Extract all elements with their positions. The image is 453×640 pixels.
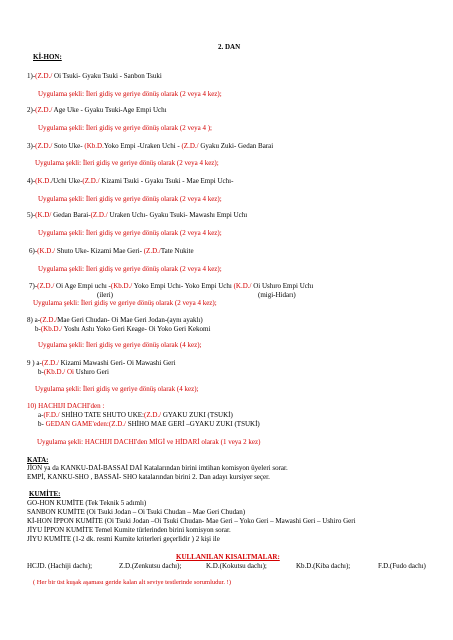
kihon-item-9b: b-(Kb.D./ Oi Ushıro Geri	[38, 368, 109, 376]
uygulama-3: Uygulama şekli: İleri gidiş ve geriye dönüş olarak (2 veya 4 kez);	[35, 159, 219, 167]
kumite-line-3: Kİ-HON İPPON KUMİTE (Oi Tsuki Jodan –Oi Tsuki Chudan- Mae Geri – Yoko Geri – Mawashi Geri – Ushiro Geri	[27, 517, 356, 525]
abbr-item-hcjd: HCJD. (Hachiji dachı);	[27, 562, 93, 570]
uygulama-2: Uygulama şekli: İleri gidiş ve geriye dönüş olarak (2 veya 4 );	[38, 124, 212, 132]
abbr-item-fd: F.D.(Fudo dachı)	[378, 562, 426, 570]
kihon-item-7: 7)-(Z.D./ Oi Age Empi uchı -(Kb.D./ Yoko Empi Uchı- Yoko Empi Uchı (K.D./ Oi Ushıro Empi Uchı	[29, 282, 314, 290]
kihon-item-1: 1)-(Z.D./ Oi Tsuki- Gyaku Tsuki - Sanbon Tsuki	[27, 72, 162, 80]
kihon-item-10-label: 10) HACHIJI DACHI'den :	[27, 402, 105, 410]
kumite-line-1: GO-HON KUMİTE (Tek Teknik 5 adımlı)	[27, 499, 147, 507]
kihon-item-7-sub-a: (ileri)	[97, 291, 113, 299]
kihon-item-10a: a-(F.D./ SHİHO TATE SHUTO UKE:(Z.D./ GYAKU ZUKI (TSUKİ)	[38, 411, 233, 419]
footer-note: ( Her bir üst kuşak aşaması geride kalan alt seviye testlerinde sorumludur. !)	[33, 579, 232, 586]
kata-line-1: JİON ya da KANKU-DAİ-BASSAİ DAİ Katalarından birini imtihan komisyon üyeleri sorar.	[27, 464, 288, 472]
abbr-item-kd: K.D.(Kokutsu dachı);	[206, 562, 267, 570]
kihon-item-7-sub-b: (migi-Hidarı)	[258, 291, 296, 299]
uygulama-10: Uygulama şekli: HACHIJI DACHI'den MİGİ ve HİDARİ olarak (1 veya 2 kez)	[37, 438, 261, 446]
kihon-item-8a: 8) a-(Z.D./Mae Geri Chudan- Oi Mae Geri Jodan-(aynı ayaklı)	[27, 316, 203, 324]
rank-title: 2. DAN	[218, 43, 241, 51]
kihon-item-4: 4)-(K.D./Uchi Uke-(Z.D./ Kizami Tsuki - Gyaku Tsuki - Mae Empi Uchı-	[27, 177, 234, 185]
uygulama-4: Uygulama şekli: İleri gidiş ve geriye dönüş olarak (2 veya 4 kez);	[38, 195, 222, 203]
kihon-item-3: 3)-(Z.D./ Soto Uke- (Kb.D.Yoko Empi -Uraken Uchi - (Z.D./ Gyaku Zuki- Gedan Barai	[27, 142, 274, 150]
kihon-item-9a: 9 ) a-(Z.D./ Kizami Mawashi Geri- Oi Mawashi Geri	[27, 359, 176, 367]
kihon-item-5: 5)-(K.D/ Gedan Barai-(Z.D./ Uraken Uchı- Gyaku Tsuki- Mawashı Empi Uchı	[27, 211, 248, 219]
uygulama-5: Uygulama şekli: İleri gidiş ve geriye dönüş olarak (2 veya 4 kez);	[38, 229, 222, 237]
kihon-item-2: 2)-(Z.D./ Age Uke - Gyaku Tsuki-Age Empi Uchı	[27, 106, 167, 114]
abbr-item-kbd: Kb.D.(Kiba dachı);	[296, 562, 351, 570]
uygulama-7: Uygulama şekli: İleri gidiş ve geriye dönüş olarak (2 veya 4 kez);	[33, 299, 217, 307]
kihon-title: Kİ-HON:	[33, 53, 62, 61]
kumite-title: KUMİTE:	[29, 490, 61, 498]
uygulama-8: Uygulama şekli: İleri gidiş ve geriye dönüş olarak (4 kez);	[38, 341, 202, 349]
uygulama-1: Uygulama şekli: İleri gidiş ve geriye dönüş olarak (2 veya 4 kez);	[38, 90, 222, 98]
kihon-item-8b: b-(Kb.D./ Yoshı Ashı Yoko Geri Keage- Oi Yoko Geri Kekomi	[35, 325, 211, 333]
uygulama-6: Uygulama şekli: İleri gidiş ve geriye dönüş olarak (2 veya 4 kez);	[38, 265, 222, 273]
kumite-line-4: JİYU İPPON KUMİTE Temel Kumite türlerinden birini komisyon sorar.	[27, 526, 231, 534]
uygulama-9: Uygulama şekli: İleri gidiş ve geriye dönüş olarak (4 kez);	[35, 385, 199, 393]
abbr-title: KULLANILAN KISALTMALAR:	[176, 553, 280, 561]
kata-title: KATA:	[27, 456, 49, 464]
kihon-item-10b: b- GEDAN GAME'eden:(Z.D./ SHİHO MAE GERİ –GYAKU ZUKI (TSUKİ)	[38, 420, 260, 428]
kihon-item-6: 6)-(K.D./ Shuto Uke- Kizami Mae Geri- (Z.D./Tate Nukite	[29, 247, 194, 255]
kumite-line-2: SANBON KUMİTE (Oi Tsuki Jodan – Oi Tsuki Chudan – Mae Geri Chudan)	[27, 508, 246, 516]
kata-line-2: EMPİ, KANKU-SHO , BASSAİ- SHO katalarından birini 2. Dan adayı kursiyer seçer.	[27, 473, 270, 481]
kumite-line-5: JİYU KUMİTE (1-2 dk. resmi Kumite kriterleri geçerlidir ) 2 kişi ile	[27, 535, 220, 543]
abbr-item-zd: Z.D.(Zenkutsu dachı);	[119, 562, 182, 570]
